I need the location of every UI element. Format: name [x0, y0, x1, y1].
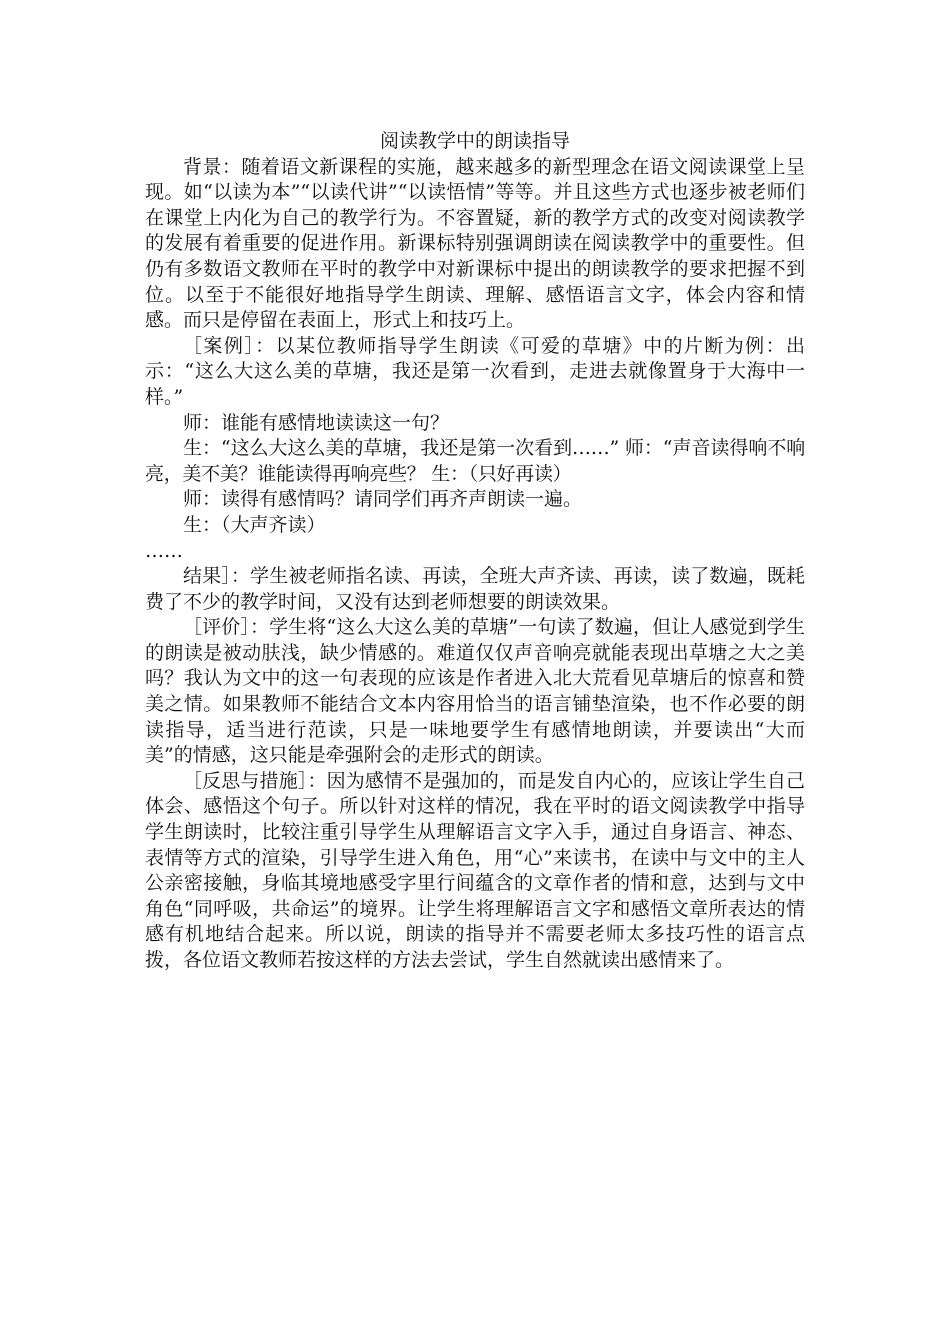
paragraph-case: ［案例］：以某位教师指导学生朗读《可爱的草塘》中的片断为例：出示：“这么大这么美的草塘，我还是第一次看到，走进去就像置身于大海中一样。” — [145, 334, 805, 408]
paragraph-student-reading: 生：“这么大这么美的草塘，我还是第一次看到……” 师：“声音读得响不响亮，美不美？谁能读得再响亮些？ 生：（只好再读） — [145, 437, 805, 485]
paragraph-ellipsis: …… — [145, 539, 183, 562]
paragraph-background: 背景：随着语文新课程的实施，越来越多的新型理念在语文阅读课堂上呈现。如“以读为本”“以读代讲”“以读悟情”等等。并且这些方式也逐步被老师们在课堂上内化为自己的教学行为。不容置疑，新的教学方式的改变对阅读教学的发展有着重要的促进作用。新课标特别强调朗读在阅读教学中的重要性。但仍有多数语文教师在平时的教学中对新课标中提出的朗读教学的要求把握不到位。以至于不能很好地指导学生朗读、理解、感悟语言文字，体会内容和情感。而只是停留在表面上，形式上和技巧上。 — [145, 155, 805, 332]
paragraph-student-chorus: 生：（大声齐读） — [183, 513, 326, 536]
paragraph-teacher-question: 师：谁能有感情地读读这一句？ — [183, 411, 450, 434]
document-body — [145, 129, 805, 974]
paragraph-evaluation: ［评价］：学生将“这么大这么美的草塘”一句读了数遍，但让人感觉到学生的朗读是被动肤浅，缺少情感的。难道仅仅声音响亮就能表现出草塘之大之美吗？我认为文中的这一句表现的应该是作者进入北大荒看见草塘后的惊喜和赞美之情。如果教师不能结合文本内容用恰当的语言铺垫渲染，也不作必要的朗读指导，适当进行范读，只是一味地要学生有感情地朗读，并要读出“大而美”的情感，这只能是牵强附会的走形式的朗读。 — [145, 616, 805, 767]
document-title: 阅读教学中的朗读指导 — [379, 130, 570, 152]
paragraph-reflection: ［反思与措施］：因为感情不是强加的，而是发自内心的，应该让学生自己体会、感悟这个句子。所以针对这样的情况，我在平时的语文阅读教学中指导学生朗读时，比较注重引导学生从理解语言文字入手，通过自身语言、神态、表情等方式的渲染，引导学生进入角色，用“心”来读书，在读中与文中的主人公亲密接触，身临其境地感受字里行间蕴含的文章作者的情和意，达到与文中角色“同呼吸，共命运”的境界。让学生将理解语言文字和感悟文章所表达的情感有机地结合起来。所以说，朗读的指导并不需要老师太多技巧性的语言点拨，各位语文教师若按这样的方法去尝试，学生自然就读出感情来了。 — [145, 769, 805, 971]
paragraph-result: 结果］：学生被老师指名读、再读，全班大声齐读、再读，读了数遍，既耗费了不少的教学时间，又没有达到老师想要的朗读效果。 — [145, 565, 805, 613]
paragraph-teacher-request: 师：读得有感情吗？请同学们再齐声朗读一遍。 — [183, 488, 583, 511]
